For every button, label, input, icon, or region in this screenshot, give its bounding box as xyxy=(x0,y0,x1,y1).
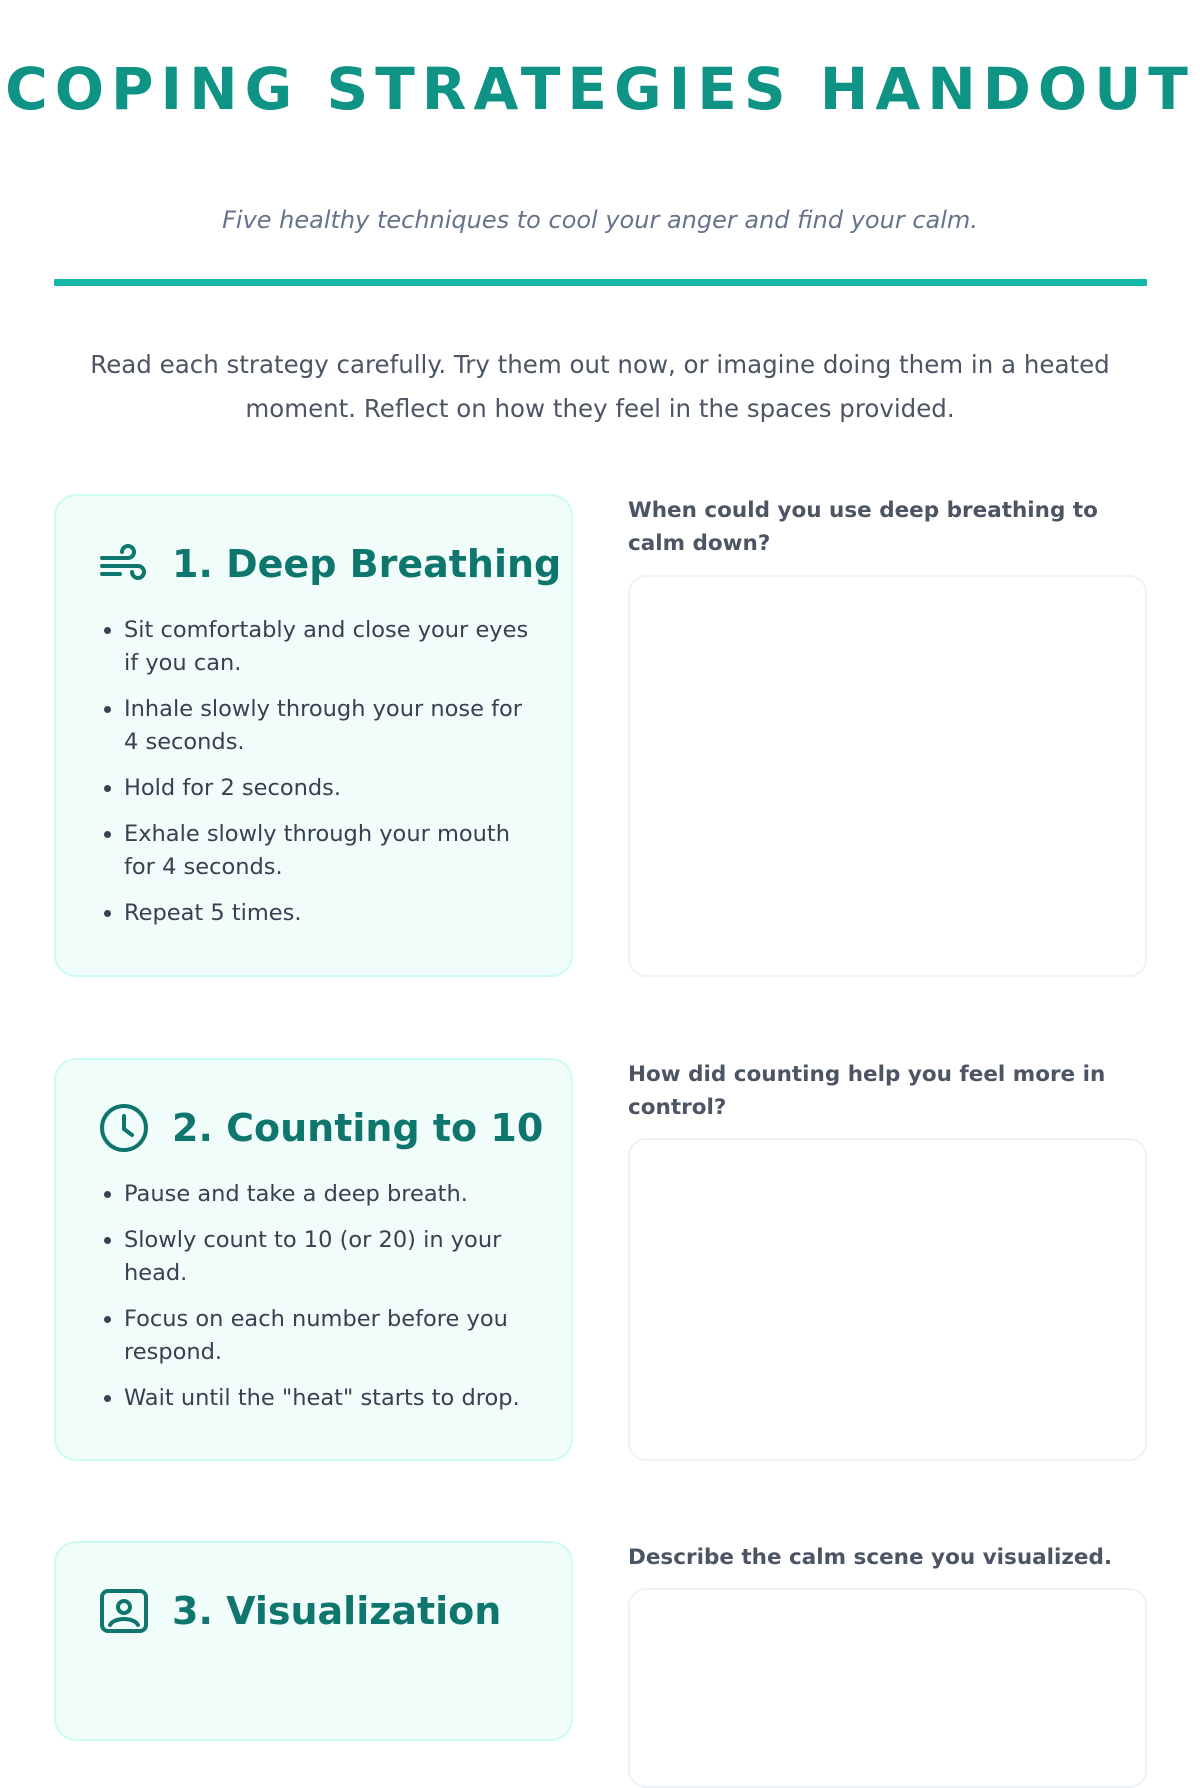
strategy-card-counting xyxy=(54,1058,573,1461)
clock-icon xyxy=(98,1102,150,1154)
strategy-card-deep-breathing xyxy=(54,494,573,977)
strategy-header xyxy=(98,1581,501,1641)
reflection-input-deep-breathing[interactable] xyxy=(628,575,1147,977)
list-item: • Hold for 2 seconds. xyxy=(124,772,535,805)
strategy-header xyxy=(98,534,561,594)
image-icon xyxy=(98,1585,150,1637)
list-item: • Wait until the "heat" starts to drop. xyxy=(124,1382,535,1415)
list-item: • Repeat 5 times. xyxy=(124,897,535,930)
list-item: • Pause and take a deep breath. xyxy=(124,1178,535,1211)
list-item: • Sit comfortably and close your eyes if you can. xyxy=(124,614,535,680)
intro-text: Read each strategy carefully. Try them out now, or imagine doing them in a heated moment. Reflect on how they feel in the spaces provided. xyxy=(90,350,1110,423)
page-title: COPING STRATEGIES HANDOUT xyxy=(5,55,1195,123)
strategy-title: 3. Visualization xyxy=(172,1589,502,1633)
list-item: • Focus on each number before you respond. xyxy=(124,1303,535,1369)
page-subtitle: Five healthy techniques to cool your anger and find your calm. xyxy=(222,206,978,234)
reflection-input-visualization[interactable] xyxy=(628,1588,1147,1788)
reflection-input-counting[interactable] xyxy=(628,1138,1147,1461)
strategy-steps xyxy=(124,1178,535,1428)
strategy-header xyxy=(98,1098,543,1158)
strategy-title: 2. Counting to 10 xyxy=(172,1106,544,1150)
header-divider xyxy=(54,279,1147,286)
strategy-steps xyxy=(124,614,535,943)
strategy-title: 1. Deep Breathing xyxy=(172,542,562,586)
reflection-prompt-visualization: Describe the calm scene you visualized. xyxy=(628,1545,1113,1570)
wind-icon xyxy=(98,538,150,590)
reflection-prompt-counting: How did counting help you feel more in control? xyxy=(628,1062,1106,1120)
list-item: • Exhale slowly through your mouth for 4 seconds. xyxy=(124,818,535,884)
reflection-prompt-deep-breathing: When could you use deep breathing to calm down? xyxy=(628,498,1098,556)
list-item: • Slowly count to 10 (or 20) in your head. xyxy=(124,1224,535,1290)
list-item: • Inhale slowly through your nose for 4 seconds. xyxy=(124,693,535,759)
strategy-card-visualization xyxy=(54,1541,573,1741)
